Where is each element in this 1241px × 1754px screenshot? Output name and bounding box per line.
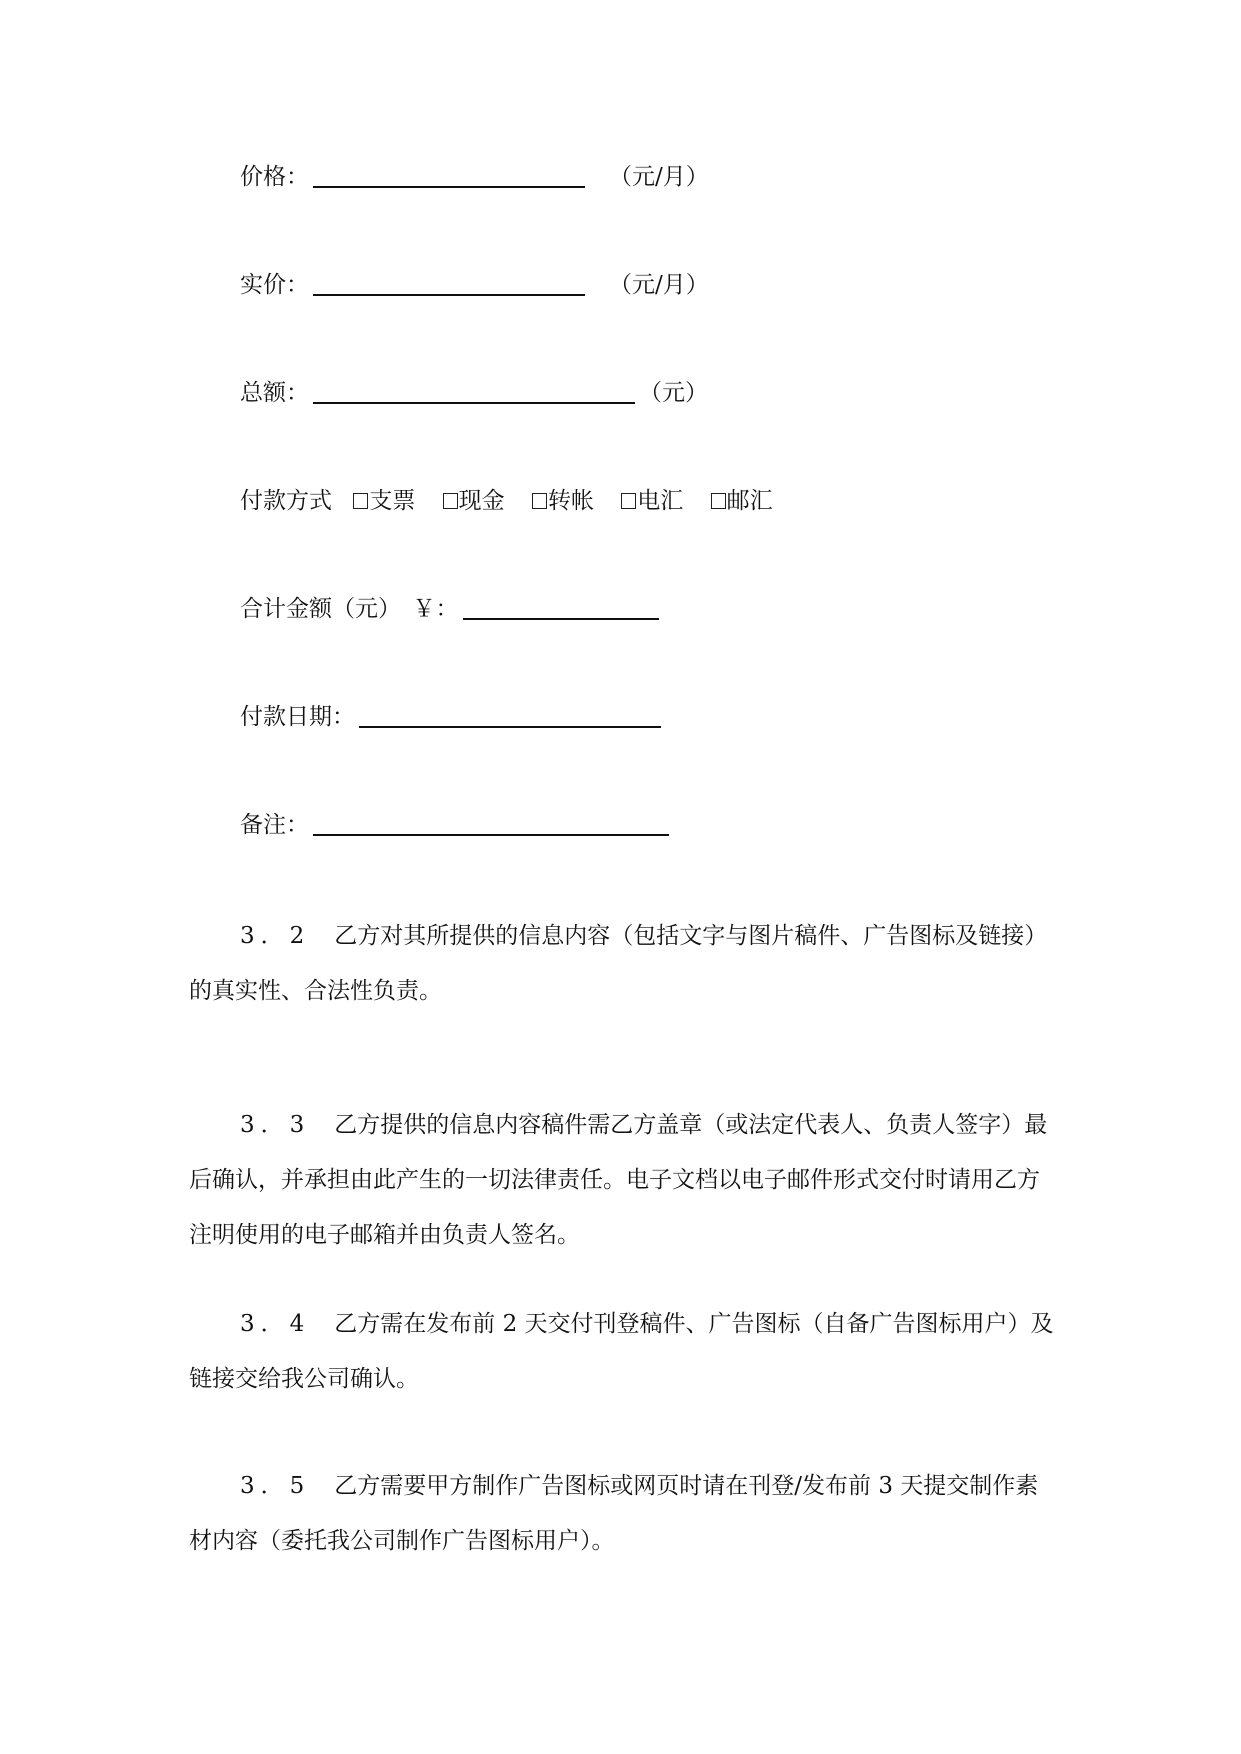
payment-option-checkbox[interactable] (621, 493, 636, 509)
total-unit: （元） (639, 380, 708, 406)
payment-date-label: 付款日期： (240, 704, 355, 730)
payment-date-row (240, 700, 665, 734)
sum-amount-label: 合计金额（元） ￥： (240, 596, 459, 622)
payment-option-checkbox[interactable] (353, 493, 368, 509)
payment-option-label: 邮汇 (726, 488, 773, 514)
price-field-row (240, 160, 709, 194)
remarks-label: 备注： (240, 812, 309, 838)
clause-text: 乙方提供的信息内容稿件需乙方盖章（或法定代表人、负责人签字）最后确认，并承担由此产生的一切法律责任。电子文档以电子邮件形式交付时请用乙方注明使用的电子邮箱并由负责人签名。 (189, 1112, 1048, 1248)
payment-method-label: 付款方式 (240, 488, 332, 514)
payment-option-label: 电汇 (637, 488, 684, 514)
payment-date-blank[interactable] (359, 702, 661, 728)
payment-option-checkbox[interactable] (443, 493, 458, 509)
clause-number: 3．5 (240, 1473, 311, 1499)
clause-number: 3．4 (240, 1311, 311, 1337)
clause-3-4 (189, 1297, 1059, 1407)
remarks-blank[interactable] (313, 810, 669, 836)
payment-option-checkbox[interactable] (711, 493, 726, 509)
remarks-row (240, 808, 673, 842)
clause-text: 乙方需在发布前 2 天交付刊登稿件、广告图标（自备广告图标用户）及链接交给我公司确认。 (189, 1311, 1054, 1392)
sum-amount-row (240, 592, 663, 626)
actual-price-unit: （元/月） (609, 272, 709, 298)
actual-price-field-row (240, 268, 709, 302)
total-field-row (240, 376, 708, 410)
price-blank[interactable] (313, 162, 585, 188)
payment-method-row (240, 484, 779, 518)
price-unit: （元/月） (609, 164, 709, 190)
total-blank[interactable] (313, 378, 635, 404)
clause-number: 3．2 (240, 923, 311, 949)
sum-amount-blank[interactable] (463, 594, 659, 620)
payment-option-label: 支票 (369, 488, 416, 514)
clause-3-2 (189, 909, 1059, 1019)
payment-option-checkbox[interactable] (532, 493, 547, 509)
actual-price-blank[interactable] (313, 270, 585, 296)
total-label: 总额： (240, 380, 309, 406)
payment-option-label: 转帐 (547, 488, 594, 514)
actual-price-label: 实价： (240, 272, 309, 298)
payment-option-label: 现金 (458, 488, 505, 514)
clause-3-3 (189, 1098, 1059, 1263)
clause-number: 3．3 (240, 1112, 311, 1138)
clause-text: 乙方需要甲方制作广告图标或网页时请在刊登/发布前 3 天提交制作素材内容（委托我公司制作广告图标用户）。 (189, 1473, 1039, 1554)
clause-3-5 (189, 1459, 1059, 1569)
clause-text: 乙方对其所提供的信息内容（包括文字与图片稿件、广告图标及链接）的真实性、合法性负责。 (189, 923, 1048, 1004)
price-label: 价格： (240, 164, 309, 190)
